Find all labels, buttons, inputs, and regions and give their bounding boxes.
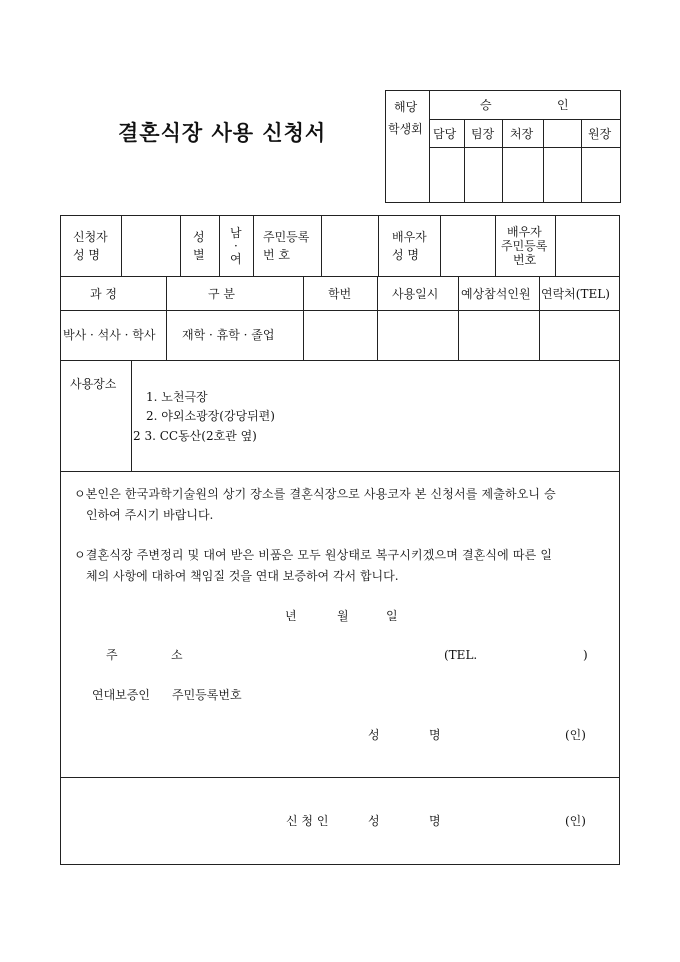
applicant-name-label-1: 성: [368, 814, 380, 828]
spouse-name-label-2: 성 명: [392, 248, 419, 262]
venue-option-3[interactable]: 2 3. CC동산(2호관 옆): [133, 429, 257, 443]
usage-date-header: 사용일시: [392, 287, 439, 301]
form-title: 결혼식장 사용 신청서: [118, 120, 327, 145]
approval-col-president: 원장: [588, 127, 612, 141]
address-label-1: 주: [106, 648, 118, 662]
tel-label: (TEL.: [444, 648, 478, 662]
guarantor-name-label-1: 성: [368, 728, 380, 742]
date-year-label: 년: [285, 609, 297, 623]
applicant-seal-mark: (인): [565, 814, 586, 828]
guarantor-name-label-2: 명: [429, 728, 441, 742]
venue-label: 사용장소: [70, 377, 117, 391]
date-month-label: 월: [337, 609, 349, 623]
approval-col-director: 처장: [510, 127, 534, 141]
approval-dept-label-2: 학생회: [388, 122, 423, 136]
sex-option-female[interactable]: 여: [230, 252, 242, 266]
expected-guests-header: 예상참석인원: [461, 287, 531, 301]
approval-col-manager: 담당: [433, 127, 457, 141]
statement-paragraph-2-line-1: ㅇ결혼식장 주변정리 및 대여 받은 비품은 모두 원상태로 복구시키겠으며 결혼식에 따른 일: [74, 548, 553, 562]
sex-option-male[interactable]: 남: [230, 226, 242, 240]
spouse-name-label-1: 배우자: [392, 230, 427, 244]
spouse-resident-label-1: 배우자: [507, 225, 542, 239]
approval-dept-label-1: 해당: [394, 100, 418, 114]
approval-header-b: 인: [557, 98, 569, 112]
statement-paragraph-1-line-1: ㅇ본인은 한국과학기술원의 상기 장소를 결혼식장으로 사용코자 본 신청서를 제출하오니 승: [74, 487, 556, 501]
spouse-resident-label-2: 주민등록: [501, 239, 548, 253]
contact-header: 연락처(TEL): [541, 287, 610, 301]
guarantor-seal-mark: (인): [565, 728, 586, 742]
address-label-2: 소: [171, 648, 183, 662]
resident-number-label-1: 주민등록: [263, 230, 310, 244]
applicant-name-label-2: 명: [429, 814, 441, 828]
guarantor-label: 연대보증인: [92, 688, 150, 702]
student-number-header: 학번: [328, 287, 352, 301]
sex-label-2: 별: [193, 248, 205, 262]
venue-option-1[interactable]: 1. 노천극장: [146, 390, 208, 404]
resident-number-label-2: 번 호: [263, 248, 290, 262]
course-header: 과 정: [90, 287, 117, 301]
approval-header-a: 승: [480, 98, 492, 112]
statement-paragraph-1-line-2: 인하여 주시기 바랍니다.: [86, 508, 214, 522]
sex-option-separator: ·: [234, 239, 238, 253]
statement-paragraph-2-line-2: 체의 사항에 대하여 책임질 것을 연대 보증하여 각서 합니다.: [86, 569, 399, 583]
tel-close-paren: ): [583, 648, 588, 662]
venue-option-2[interactable]: 2. 야외소광장(강당뒤편): [146, 409, 275, 423]
spouse-resident-label-3: 번호: [513, 253, 537, 267]
applicant-signature-label: 신 청 인: [286, 814, 329, 828]
sex-label-1: 성: [193, 230, 205, 244]
applicant-label-2: 성 명: [73, 248, 100, 262]
status-options[interactable]: 재학 · 휴학 · 졸업: [182, 328, 275, 342]
approval-col-teamlead: 팀장: [471, 127, 495, 141]
applicant-label-1: 신청자: [73, 230, 108, 244]
course-options[interactable]: 박사 · 석사 · 학사: [63, 328, 156, 342]
date-day-label: 일: [386, 609, 398, 623]
guarantor-resident-number-label: 주민등록번호: [172, 688, 242, 702]
status-header: 구 분: [208, 287, 235, 301]
